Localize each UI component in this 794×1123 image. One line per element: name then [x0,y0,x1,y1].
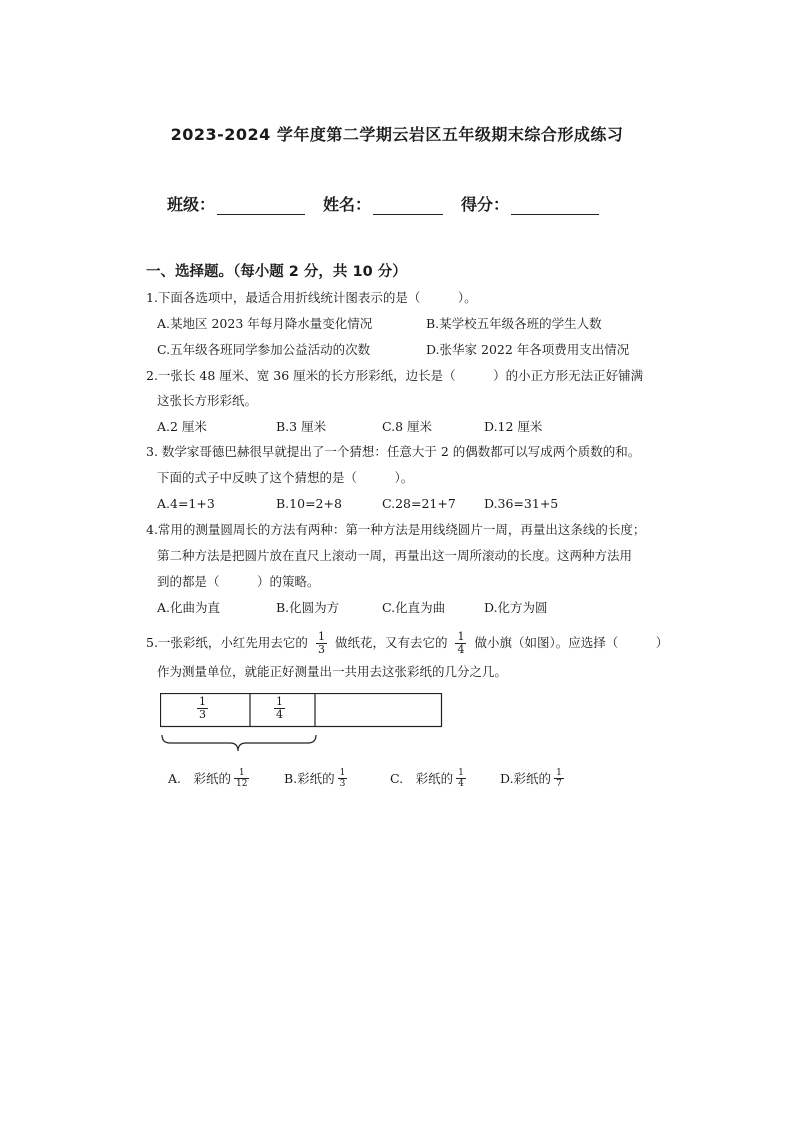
question-2-option-a[interactable]: A.2 厘米 [157,419,207,434]
fraction-denominator: 4 [276,708,283,721]
question-2-option-d[interactable]: D.12 厘米 [484,419,543,434]
question-2-option-c[interactable]: C.8 厘米 [382,419,433,434]
question-5-stem-part1: 5.一张彩纸，小红先用去它的 [146,635,308,650]
fraction-numerator: 1 [199,695,206,708]
student-info-row [167,192,599,215]
fraction-numerator: 1 [317,629,325,643]
score-label: 得分： [461,195,510,214]
fraction-denominator: 12 [236,779,248,789]
question-3-option-b[interactable]: B.10=2+8 [276,496,342,511]
fraction-denominator: 4 [457,642,465,656]
name-blank[interactable] [373,198,443,215]
question-4-stem-line2: 第二种方法是把圆片放在直尺上滚动一周，再量出这一周所滚动的长度。这两种方法用 [157,548,633,563]
question-2-stem-line1: 2.一张长 48 厘米、宽 36 厘米的长方形彩纸，边长是（ ）的小正方形无法正好铺满 [146,368,644,383]
question-5-option-d[interactable] [500,768,567,789]
option-b-label: B.彩纸的 [284,770,335,786]
strip-label-one-third [197,696,208,721]
question-5-option-b[interactable] [284,768,350,789]
question-2-option-b[interactable]: B.3 厘米 [276,419,327,434]
question-5-option-a[interactable] [168,768,252,789]
fraction-numerator: 1 [339,768,346,778]
fraction-numerator: 1 [556,768,562,778]
fraction-denominator: 3 [199,708,206,721]
question-3-option-a[interactable]: A.4=1+3 [157,496,215,511]
question-5-stem-part3: 做小旗（如图）。应选择（ ） [474,635,669,650]
question-3-option-d[interactable]: D.36=31+5 [484,496,559,511]
option-a-fraction [234,768,249,789]
question-2-stem-line2: 这张长方形彩纸。 [157,393,258,408]
section-heading: 一、选择题。（每小题 2 分，共 10 分） [146,264,407,280]
question-3-stem-line2: 下面的式子中反映了这个猜想的是（ ）。 [157,470,414,485]
question-5-stem-part2: 做纸花，又有去它的 [334,635,448,650]
fraction-numerator: 1 [457,629,465,643]
question-1-option-c[interactable]: C.五年级各班同学参加公益活动的次数 [157,342,371,357]
fraction-numerator: 1 [458,768,464,778]
question-4-option-a[interactable]: A.化曲为直 [157,600,221,615]
question-4-stem-line3: 到的都是（ ）的策略。 [157,574,320,589]
fraction-numerator: 1 [238,768,245,778]
question-3-option-c[interactable]: C.28=21+7 [382,496,456,511]
fraction-denominator: 3 [317,642,325,656]
name-label: 姓名： [323,195,372,214]
question-4-option-b[interactable]: B.化圆为方 [276,600,340,615]
page-title: 2023-2024 学年度第二学期云岩区五年级期末综合形成练习 [170,125,624,144]
question-1-option-b[interactable]: B.某学校五年级各班的学生人数 [426,316,602,331]
option-d-fraction [554,768,564,789]
question-3-stem-line1: 3. 数学家哥德巴赫很早就提出了一个猜想：任意大于 2 的偶数都可以写成两个质数的和。 [146,444,641,459]
option-c-label: C. 彩纸的 [390,770,454,786]
fraction-denominator: 7 [556,779,562,789]
fraction-one-third [316,631,327,656]
question-5-option-c[interactable] [390,768,469,789]
question-4-stem-line1: 4.常用的测量圆周长的方法有两种：第一种方法是用线绕圆片一周，再量出这条线的长度； [146,522,646,537]
question-1-stem: 1.下面各选项中，最适合用折线统计图表示的是（ ）。 [146,290,477,305]
name-field [323,192,443,215]
option-d-label: D.彩纸的 [500,770,552,786]
brace-path [162,735,316,751]
fraction-denominator: 4 [458,779,464,789]
class-label: 班级： [167,195,216,214]
fraction-numerator: 1 [276,695,283,708]
paper-strip-diagram [160,693,450,773]
class-blank[interactable] [217,198,305,215]
question-5-stem-line1 [146,630,668,656]
question-5-stem-line2: 作为测量单位，就能正好测量出一共用去这张彩纸的几分之几。 [157,664,508,679]
option-c-fraction [456,768,466,789]
question-4-option-d[interactable]: D.化方为圆 [484,600,548,615]
class-field [167,192,305,215]
question-1-option-a[interactable]: A.某地区 2023 年每月降水量变化情况 [157,316,373,331]
option-b-fraction [338,768,348,789]
option-a-label: A. 彩纸的 [168,770,232,786]
question-1-option-d[interactable]: D.张华家 2022 年各项费用支出情况 [426,342,630,357]
fraction-denominator: 3 [339,779,346,789]
score-field [461,192,599,215]
question-4-option-c[interactable]: C.化直为曲 [382,600,446,615]
fraction-one-quarter [455,631,466,656]
score-blank[interactable] [511,198,599,215]
strip-label-one-quarter [274,696,285,721]
